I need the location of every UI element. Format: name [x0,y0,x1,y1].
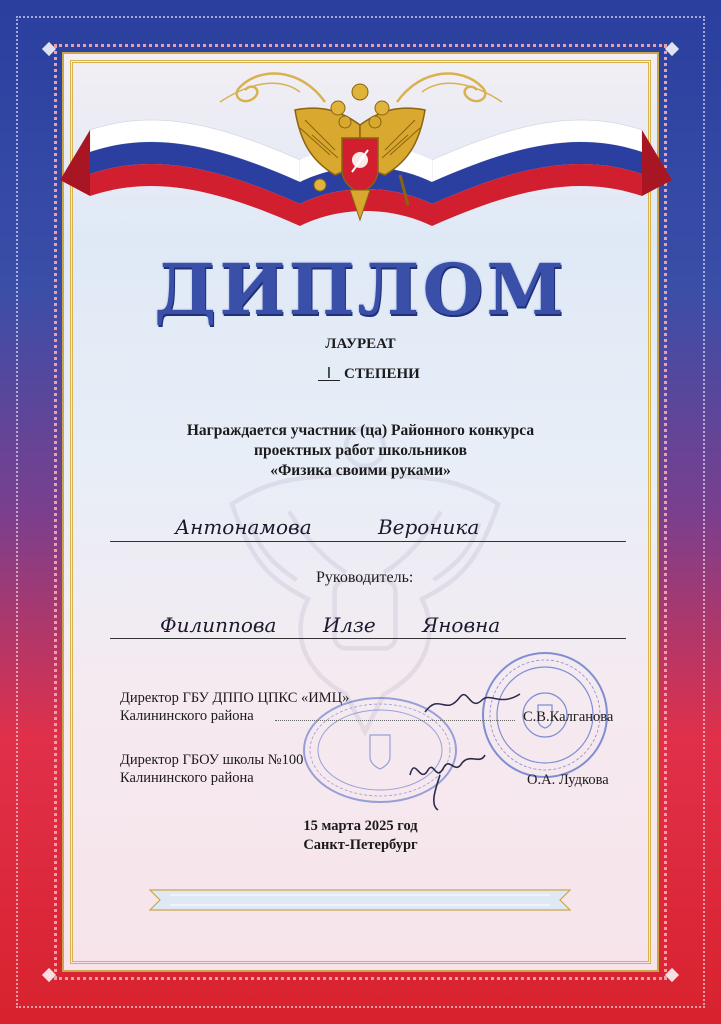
city: Санкт-Петербург [303,837,418,853]
signature-1-icon [420,682,530,722]
signer-1-line-1: Директор ГБУ ДППО ЦПКС «ИМЦ» [120,690,350,706]
award-line-1: Награждается участник (ца) Районного конкурса [186,422,535,439]
date: 15 марта 2025 год [303,818,418,834]
bottom-ribbon-icon [140,885,580,915]
degree-line [318,366,420,383]
signer-2-title [120,751,303,787]
degree-label: СТЕПЕНИ [344,366,420,382]
participant-name: Антонамова Вероника [175,515,480,539]
signer-2-name: О.А. Лудкова [527,772,609,788]
mentor-label: Руководитель: [316,569,414,586]
signer-2-line-2: Калининского района [120,770,254,786]
signer-2-line-1: Директор ГБОУ школы №100 [120,752,304,768]
degree-number: I [318,366,340,381]
signer-1-name: С.В.Калганова [523,709,614,725]
award-line-2: проектных работ школьников [254,442,467,459]
mentor-name: Филиппова Илзе Яновна [160,613,501,637]
award-text [0,421,721,481]
coat-of-arms-icon [290,80,430,230]
mentor-name-underline [110,638,626,639]
date-block [0,817,721,855]
laureate-label: ЛАУРЕАТ [325,336,396,352]
signature-2-icon [400,745,490,815]
award-line-3: «Физика своими руками» [270,462,451,479]
participant-name-underline [110,541,626,542]
diploma-title: ДИПЛОМ [154,248,567,331]
signer-1-line-2: Калининского района [120,708,254,724]
